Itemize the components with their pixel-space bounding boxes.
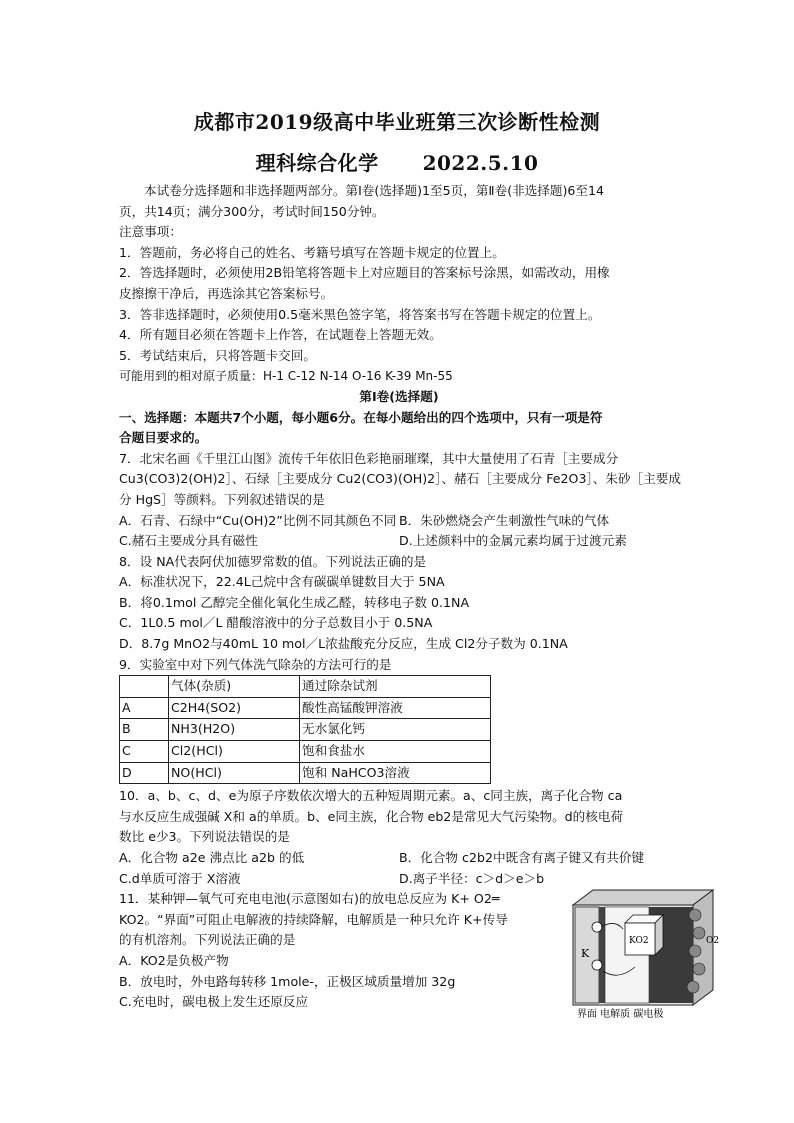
- notice-heading: 注意事项：: [119, 224, 182, 240]
- table-cell: NO(HCl): [169, 762, 300, 784]
- notice-item: 皮擦擦干净后，再选涂其它答案标号。: [119, 285, 334, 301]
- q7-stem: Cu3(CO3)2(OH)2］、石绿［主要成分 Cu2(CO3)(OH)2］、赭石［主要成分 Fe2O3］、朱砂［主要成: [119, 471, 681, 487]
- table-cell: A: [120, 697, 169, 719]
- q9-stem: 9．实验室中对下列气体洗气除杂的方法可行的是: [119, 656, 392, 672]
- diagram-caption: 界面 电解质 碳电极: [577, 1009, 664, 1020]
- table-row: [120, 762, 491, 784]
- o2-bubble-icon: [687, 981, 699, 993]
- battery-diagram-svg: [563, 885, 721, 1020]
- q10-options-row: [119, 848, 679, 869]
- notice-item: 4．所有题目必须在答题卡上作答，在试题卷上答题无效。: [119, 327, 442, 343]
- intro-line: 页，共14页；满分300分，考试时间150分钟。: [119, 203, 385, 219]
- q10-option-b: B．化合物 c2b2中既含有离子键又有共价键: [399, 850, 645, 865]
- q7-options-row: [119, 511, 679, 532]
- ion-icon: [592, 922, 602, 932]
- atomic-masses: 可能用到的相对原子质量：H-1 C-12 N-14 O-16 K-39 Mn-55: [119, 369, 453, 384]
- subject-name: 理科综合化学: [255, 151, 379, 175]
- table-cell: 气体(杂质): [169, 676, 300, 698]
- table-cell: 饱和食盐水: [300, 741, 491, 763]
- q7-options-row: [119, 531, 679, 552]
- q8-option-c: C．1L0.5 mol／L 醋酸溶液中的分子总数目小于 0.5NA: [119, 615, 433, 631]
- q10-option-a: A．化合物 a2e 沸点比 a2b 的低: [119, 850, 305, 865]
- q7-stem: 7．北宋名画《千里江山图》流传千年依旧色彩艳丽璀璨，其中大量使用了石青［主要成分: [119, 450, 619, 466]
- q10-option-c: C.d单质可溶于 X溶液: [119, 870, 241, 886]
- intro-line: 本试卷分选择题和非选择题两部分。第Ⅰ卷(选择题)1至5页，第Ⅱ卷(非选择题)6至14: [144, 183, 605, 198]
- ion-icon: [592, 960, 602, 970]
- o2-bubble-icon: [693, 963, 705, 975]
- q7-stem: 分 HgS］等颜料。下列叙述错误的是: [119, 491, 325, 507]
- battery-diagram: [563, 885, 721, 1020]
- table-cell: 饱和 NaHCO3溶液: [300, 762, 491, 784]
- q11-stem: KO2。“界面”可阻止电解液的持续降解，电解质是一种只允许 K+传导: [119, 911, 508, 927]
- table-cell: 无水氯化钙: [300, 719, 491, 741]
- table-cell: B: [120, 719, 169, 741]
- o2-bubble-icon: [689, 909, 701, 921]
- table-cell: D: [120, 762, 169, 784]
- label-k: K: [581, 947, 590, 960]
- q11-option-b: B．放电时，外电路每转移 1mole-，正极区域质量增加 32g: [119, 973, 456, 989]
- q8-option-a: A．标准状况下，22.4L己烷中含有碳碳单键数目大于 5NA: [119, 574, 445, 590]
- table-row: [120, 697, 491, 719]
- table-row: [120, 719, 491, 741]
- table-cell: C: [120, 741, 169, 763]
- table-cell: NH3(H2O): [169, 719, 300, 741]
- table-cell: 酸性高锰酸钾溶液: [300, 697, 491, 719]
- q8-option-b: B．将0.1mol 乙醇完全催化氧化生成乙醛，转移电子数 0.1NA: [119, 594, 470, 610]
- q8-stem: 8．设 NA代表阿伏加德罗常数的值。下列说法正确的是: [119, 553, 427, 569]
- q11-stem: 的有机溶剂。下列说法正确的是: [119, 932, 296, 948]
- q10-stem: 与水反应生成强碱 X和 a的单质。b、e同主族，化合物 eb2是常见大气污染物。d的核电荷: [119, 808, 624, 824]
- section-instructions: 一、选择题：本题共7个小题，每小题6分。在每小题给出的四个选项中，只有一项是符: [119, 409, 603, 425]
- table-cell: Cl2(HCl): [169, 741, 300, 763]
- q10-stem: 10．a、b、c、d、e为原子序数依次增大的五种短周期元素。a、c同主族，离子化合物 ca: [119, 788, 623, 804]
- table-cell: 通过除杂试剂: [300, 676, 491, 698]
- q7-option-c: C.赭石主要成分具有磁性: [119, 533, 258, 549]
- q11-option-a: A．KO2是负极产物: [119, 952, 229, 968]
- label-ko2: KO2: [629, 936, 649, 946]
- q9-table: [119, 675, 491, 784]
- q10-stem: 数比 e少3。下列说法错误的是: [119, 829, 290, 845]
- section-title: 第Ⅰ卷(选择题): [359, 388, 439, 404]
- notice-item: 2．答选择题时，必须使用2B铅笔将答题卡上对应题目的答案标号涂黑，如需改动，用橡: [119, 265, 610, 281]
- notice-item: 5．考试结束后，只将答题卡交回。: [119, 347, 316, 363]
- exam-subtitle: [0, 147, 794, 176]
- section-instructions: 合题目要求的。: [119, 430, 208, 446]
- table-cell: C2H4(SO2): [169, 697, 300, 719]
- exam-date: 2022.5.10: [422, 151, 539, 175]
- exam-title: 成都市2019级高中毕业班第三次诊断性检测: [193, 110, 601, 134]
- notice-item: 1．答题前，务必将自己的姓名、考籍号填写在答题卡规定的位置上。: [119, 244, 505, 260]
- q7-option-d: D.上述颜料中的金属元素均属于过渡元素: [399, 533, 627, 549]
- frame-top: [573, 890, 713, 905]
- table-row: [120, 741, 491, 763]
- q7-option-b: B．朱砂燃烧会产生刺激性气味的气体: [399, 512, 610, 528]
- notice-item: 3．答非选择题时，必须使用0.5毫米黑色签字笔，将答案书写在答题卡规定的位置上。: [119, 306, 601, 322]
- q8-option-d: D．8.7g MnO2与40mL 10 mol／L浓盐酸充分反应，生成 Cl2分子数为 0.1NA: [119, 636, 568, 652]
- q11-stem: 11．某种钾—氧气可充电电池(示意图如右)的放电总反应为 K+ O2═: [119, 891, 500, 907]
- q11-option-c: C.充电时，碳电极上发生还原反应: [119, 994, 309, 1010]
- table-header-row: [120, 676, 491, 698]
- table-cell: [120, 676, 169, 698]
- q10-option-d: D.离子半径：c＞d＞e＞b: [399, 870, 545, 886]
- o2-bubble-icon: [693, 927, 705, 939]
- interface-layer: [599, 907, 605, 1003]
- o2-bubble-icon: [689, 945, 701, 957]
- label-o2: O2: [706, 936, 720, 946]
- q7-option-a: A．石青、石绿中“Cu(OH)2”比例不同其颜色不同: [119, 512, 397, 528]
